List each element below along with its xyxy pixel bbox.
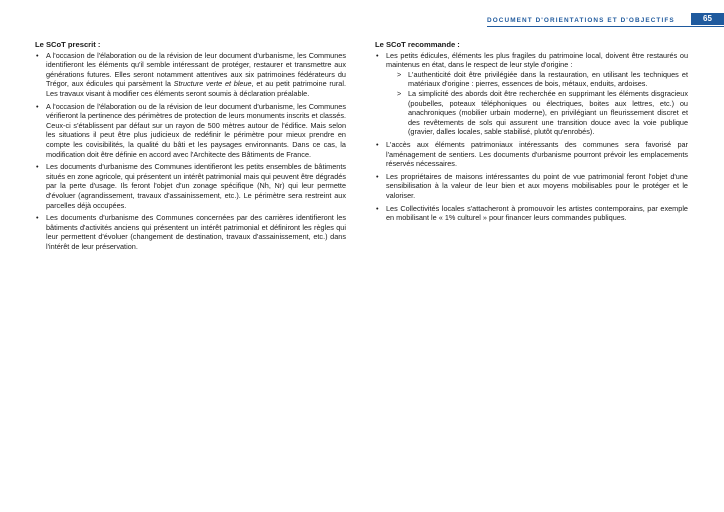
recommande-subitem-2: > La simplicité des abords doit être recherchée en supprimant les éléments disgracieux (poubelles, poteaux téléphoniques ou électriques, boites aux lettres, etc.) ou anachroniques (mobilier urbain moderne), en privilégiant un fleurissement discret et des revêtements de sols qui assurent une transition douce avec la voie publique (gravier, dalles locales, sable stabilisé, plutôt qu'enrobés). <box>386 89 688 137</box>
recommande-sublist <box>386 70 688 137</box>
left-column-prescriptions <box>35 40 346 254</box>
structure-verte-et-bleue-term: Structure verte et bleue <box>173 79 252 89</box>
prescrit-item-3: • Les documents d'urbanisme des Communes identifieront les petits ensembles de bâtiments situés en zone agricole, qui présentent un intérêt patrimonial mais qui peuvent être dégradés par la perte d'usage. Ils feront l'objet d'un zonage spécifique (Nh, Nr) qui leur permette d'évoluer (agrandissement, travaux d'assainissement, etc.). Le périmètre sera restreint aux parcelles déjà occupées. <box>35 162 346 210</box>
recommande-subitem-1: > L'authenticité doit être privilégiée dans la restauration, en utilisant les techniques et matériaux d'origine : pierres, essences de bois, métaux, enduits, ardoises. <box>386 70 688 89</box>
prescrit-list <box>35 51 346 252</box>
recommande-item-1 <box>375 51 688 137</box>
prescrit-item-1-text: A l'occasion de l'élaboration ou de la révision de leur document d'urbanisme, les Communes identifieront les éléments qu'il semble intéressant de protéger, restaurer et transmettre aux générations futures. Elles seront notamment attentives aux six patrimoines fédérateurs du Trégor, aux édicules qui parsèment la <box>46 50 346 89</box>
recommande-item-2: • L'accès aux éléments patrimoniaux intéressants des communes sera favorisé par l'aménagement de sentiers. Les documents d'urbanisme pourront prévoir les emplacements réservés nécessaires. <box>375 140 688 169</box>
recommande-item-3: • Les propriétaires de maisons intéressantes du point de vue patrimonial feront l'objet d'une sensibilisation à la valeur de leur bien et aux moyens mobilisables pour le protéger et le valoriser. <box>375 172 688 201</box>
prescrit-item-1-text-end: , et au petit patrimoine rural. Les travaux visant à modifier ces éléments seront soumis à déclaration préalable. <box>46 79 346 98</box>
recommande-item-1-text: Les petits édicules, éléments les plus fragiles du patrimoine local, doivent être restaurés ou maintenus en état, dans le respect de leur style d'origine : <box>386 50 688 70</box>
prescrit-heading: Le SCoT prescrit : <box>35 40 101 49</box>
header-rule <box>487 26 724 27</box>
prescrit-item-4: • Les documents d'urbanisme des Communes concernées par des carrières identifieront les bâtiments d'activités anciens qui présentent un intérêt patrimonial et définiront les règles qui leur permettent d'évoluer (changement de destination, travaux d'assainissement, etc.) dans l'intérêt de leur préservation. <box>35 213 346 251</box>
recommande-heading: Le SCoT recommande : <box>375 40 460 49</box>
recommande-list <box>375 51 688 223</box>
prescrit-item-2: • A l'occasion de l'élaboration ou de la révision de leur document d'urbanisme, les Communes vérifieront la pertinence des périmètres de protection de leurs monuments inscrits et classés. Ceux-ci s'établissent par défaut sur un rayon de 500 mètres autour de l'édifice. Mais selon les situations il peut être plus judicieux de redéfinir le périmètre pour mieux prendre en compte les covisibilités, la qualité du bâti et les paysages environnants. Dans ce cas, la modification doit être définie en accord avec l'Architecte des Bâtiments de France. <box>35 102 346 160</box>
prescrit-item-1 <box>35 51 346 99</box>
right-column-recommendations <box>375 40 688 226</box>
running-header-title: DOCUMENT D'ORIENTATIONS ET D'OBJECTIFS <box>487 17 675 24</box>
page-number: 65 <box>691 13 724 25</box>
recommande-item-4: • Les Collectivités locales s'attacheront à promouvoir les artistes contemporains, par exemple en mobilisant le « 1% culturel » pour financer leurs commandes publiques. <box>375 204 688 223</box>
